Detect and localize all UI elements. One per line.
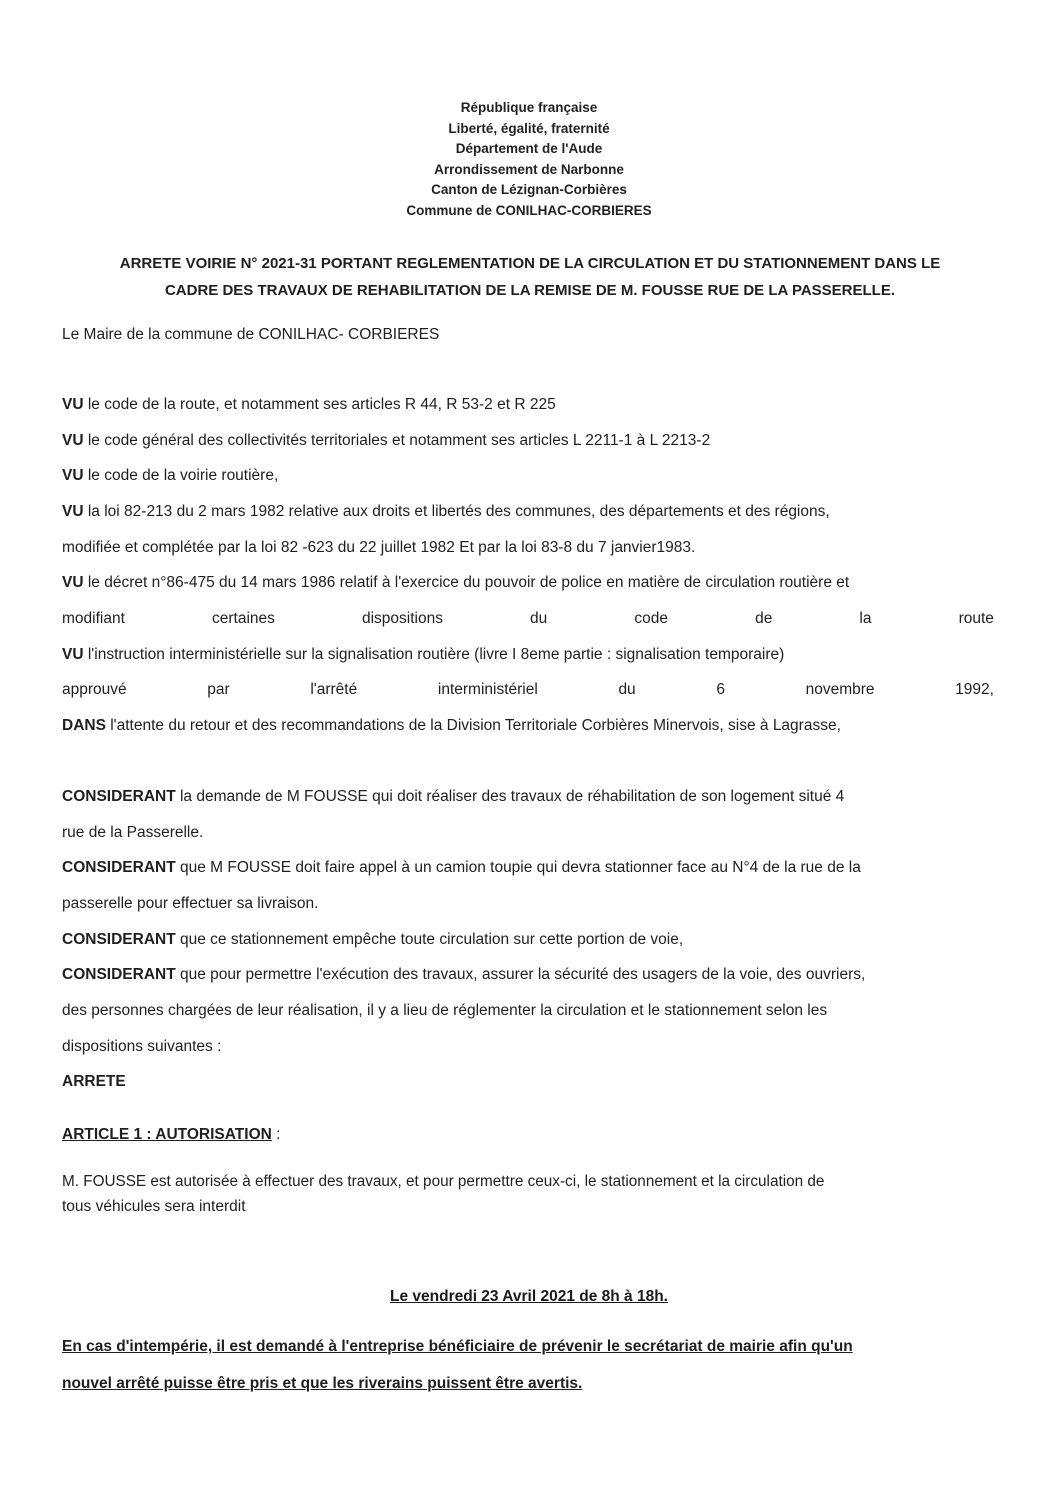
decret-continuation: modifiant certaines dispositions du code de la route <box>62 610 994 627</box>
document-header <box>0 98 1058 221</box>
header-line: Liberté, égalité, fraternité <box>448 120 610 136</box>
considerant-line: rue de la Passerelle. <box>62 824 204 841</box>
vu-line: VU le code général des collectivités territoriales et notamment ses articles L 2211-1 à L 2213-2 <box>62 432 711 449</box>
header-line: Commune de CONILHAC-CORBIERES <box>406 202 652 218</box>
header-line: République française <box>460 100 598 115</box>
vu-line: modifiée et complétée par la loi 82 -623 du 22 juillet 1982 Et par la loi 83-8 du 7 janvier1983. <box>62 539 696 556</box>
intemperie-line: nouvel arrêté puisse être pris et que les riverains puissent être avertis. <box>62 1375 583 1392</box>
document-title <box>60 250 1000 304</box>
considerant-line: CONSIDERANT que M FOUSSE doit faire appel à un camion toupie qui devra stationner face au N°4 de la rue de la <box>62 859 861 876</box>
vu-line: VU la loi 82-213 du 2 mars 1982 relative aux droits et libertés des communes, des départements et des régions, <box>62 503 830 520</box>
considerant-line: CONSIDERANT que pour permettre l'exécution des travaux, assurer la sécurité des usagers de la voie, des ouvriers, <box>62 966 866 983</box>
intemperie-line: En cas d'intempérie, il est demandé à l'entreprise bénéficiaire de prévenir le secrétariat de mairie afin qu'un <box>62 1338 853 1355</box>
considerant-line: dispositions suivantes : <box>62 1038 222 1055</box>
dans-line: DANS l'attente du retour et des recommandations de la Division Territoriale Corbières Minervois, sise à Lagrasse, <box>62 717 841 734</box>
considerant-line: CONSIDERANT la demande de M FOUSSE qui doit réaliser des travaux de réhabilitation de son logement situé 4 <box>62 788 845 805</box>
maire-line: Le Maire de la commune de CONILHAC- CORBIERES <box>62 326 440 343</box>
vu-line: VU le décret n°86-475 du 14 mars 1986 relatif à l'exercice du pouvoir de police en matière de circulation routière et <box>62 574 850 591</box>
considerant-line: CONSIDERANT que ce stationnement empêche toute circulation sur cette portion de voie, <box>62 931 684 948</box>
date-line: Le vendredi 23 Avril 2021 de 8h à 18h. <box>390 1288 668 1305</box>
header-line: Arrondissement de Narbonne <box>434 161 624 177</box>
header-line: Canton de Lézignan-Corbières <box>431 182 627 197</box>
arrete-heading: ARRETE <box>62 1073 126 1090</box>
considerant-line: passerelle pour effectuer sa livraison. <box>62 895 319 912</box>
vu-line: VU le code de la route, et notamment ses articles R 44, R 53-2 et R 225 <box>62 396 556 413</box>
title-line-1: ARRETE VOIRIE N° 2021-31 PORTANT REGLEMENTATION DE LA CIRCULATION ET DU STATIONNEMENT DANS LE <box>119 255 941 272</box>
autorisation-line: tous véhicules sera interdit <box>62 1198 246 1215</box>
instruction-line: VU l'instruction interministérielle sur la signalisation routière (livre I 8eme partie : signalisation temporaire) <box>62 646 785 663</box>
approuve-line: approuvé par l'arrêté interministériel du 6 novembre 1992, <box>62 681 994 698</box>
considerant-line: des personnes chargées de leur réalisation, il y a lieu de réglementer la circulation et le stationnement selon les <box>62 1002 828 1019</box>
autorisation-line: M. FOUSSE est autorisée à effectuer des travaux, et pour permettre ceux-ci, le stationnement et la circulation de <box>62 1173 825 1190</box>
vu-line: VU le code de la voirie routière, <box>62 467 279 484</box>
title-line-2: CADRE DES TRAVAUX DE REHABILITATION DE LA REMISE DE M. FOUSSE RUE DE LA PASSERELLE. <box>164 282 896 299</box>
header-line: Département de l'Aude <box>455 141 603 156</box>
article-1-heading: ARTICLE 1 : AUTORISATION : <box>62 1126 281 1143</box>
